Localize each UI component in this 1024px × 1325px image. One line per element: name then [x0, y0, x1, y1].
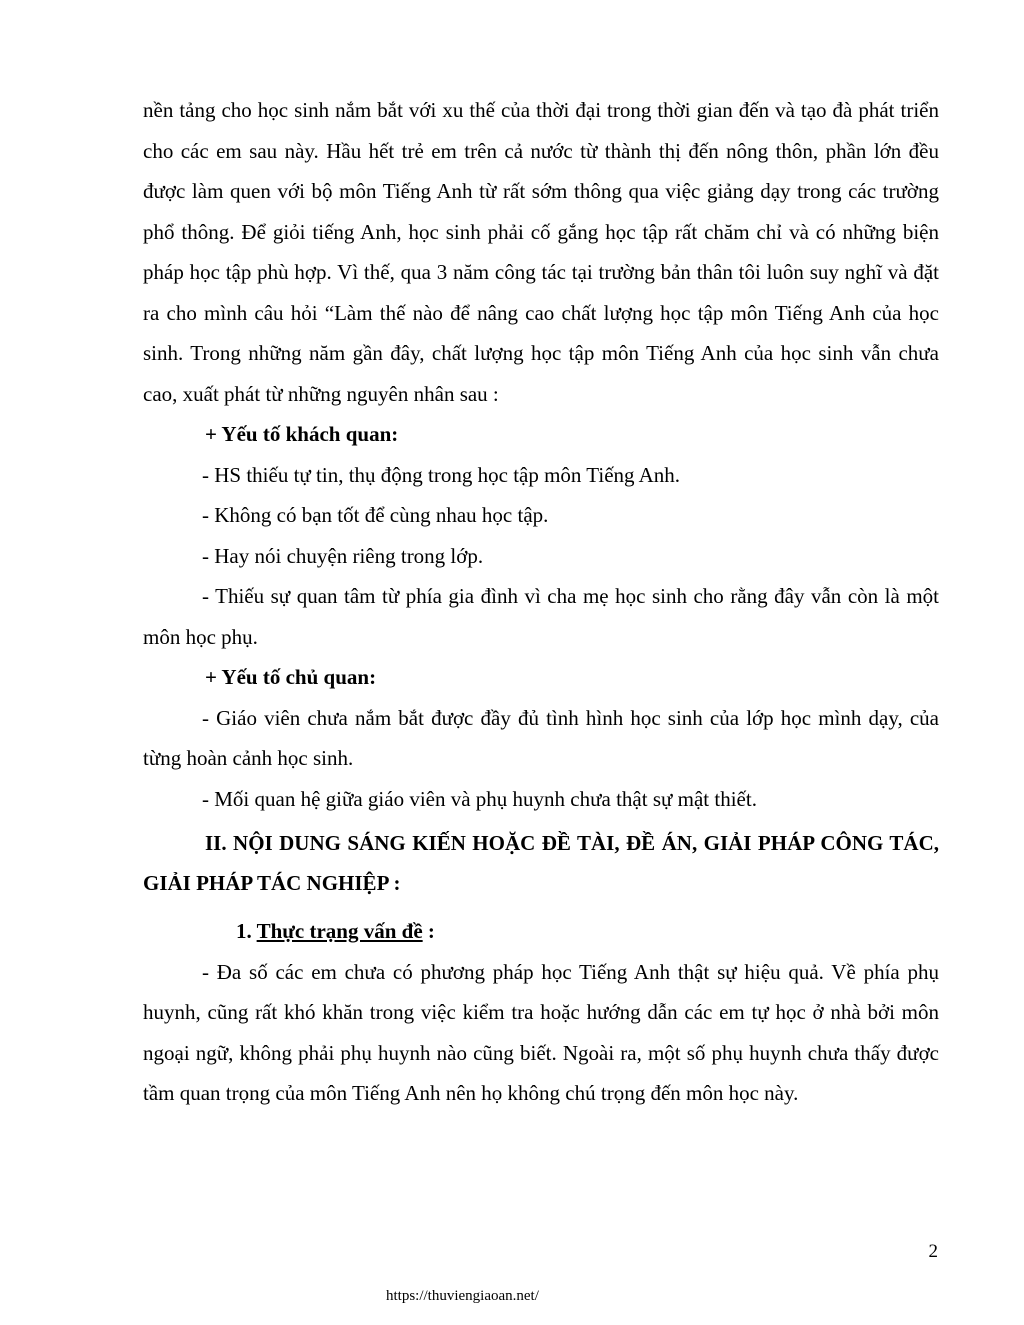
page-number: 2 — [928, 1241, 938, 1262]
objective-factors-heading: + Yếu tố khách quan: — [205, 422, 399, 446]
subjective-item: - Giáo viên chưa nắm bắt được đầy đủ tình hình học sinh của lớp học mình dạy, của từng hoàn cảnh học sinh. — [143, 705, 939, 770]
intro-paragraph: nền tảng cho học sinh nắm bắt với xu thế của thời đại trong thời gian đến và tạo đà phát triển cho các em sau này. Hầu hết trẻ em trên cả nước từ thành thị đến nông thôn, phần lớn đều được làm quen với bộ môn Tiếng Anh từ rất sớm thông qua việc giảng dạy trong các trường phổ thông. Để giỏi tiếng Anh, học sinh phải cố gắng học tập rất chăm chỉ và có những biện pháp học tập phù hợp. Vì thế, qua 3 năm công tác tại trường bản thân tôi luôn suy nghĩ và đặt ra cho mình câu hỏi “Làm thế nào để nâng cao chất lượng học tập môn Tiếng Anh của học sinh. Trong những năm gần đây, chất lượng học tập môn Tiếng Anh của học sinh vẫn chưa cao, xuất phát từ những nguyên nhân sau : — [143, 98, 939, 406]
objective-item: - Hay nói chuyện riêng trong lớp. — [202, 543, 484, 568]
status-paragraph: - Đa số các em chưa có phương pháp học Tiếng Anh thật sự hiệu quả. Về phía phụ huynh, cũng rất khó khăn trong việc kiểm tra hoặc hướng dẫn các em tự học ở nhà bởi môn ngoại ngữ, không phải phụ huynh nào cũng biết. Ngoài ra, một số phụ huynh chưa thấy được tầm quan trọng của môn Tiếng Anh nên họ không chú trọng đến môn học này. — [143, 959, 939, 1105]
subjective-factors-heading: + Yếu tố chủ quan: — [205, 665, 377, 689]
subsection-heading — [143, 911, 939, 952]
objective-item: - HS thiếu tự tin, thụ động trong học tập môn Tiếng Anh. — [202, 462, 681, 487]
document-body — [143, 90, 939, 1114]
footer-url[interactable]: https://thuviengiaoan.net/ — [386, 1288, 539, 1304]
objective-item: - Thiếu sự quan tâm từ phía gia đình vì cha mẹ học sinh cho rằng đây vẫn còn là một môn học phụ. — [143, 584, 939, 649]
section-heading: II. NỘI DUNG SÁNG KIẾN HOẶC ĐỀ TÀI, ĐỀ ÁN, GIẢI PHÁP CÔNG TÁC, GIẢI PHÁP TÁC NGHIỆP : — [143, 831, 939, 895]
objective-item: - Không có bạn tốt để cùng nhau học tập. — [202, 503, 549, 527]
subsection-number: 1. — [236, 919, 257, 943]
subsection-title: Thực trạng vấn đề — [256, 919, 423, 943]
subjective-item: - Mối quan hệ giữa giáo viên và phụ huynh chưa thật sự mật thiết. — [202, 786, 757, 811]
subsection-suffix: : — [422, 919, 435, 943]
